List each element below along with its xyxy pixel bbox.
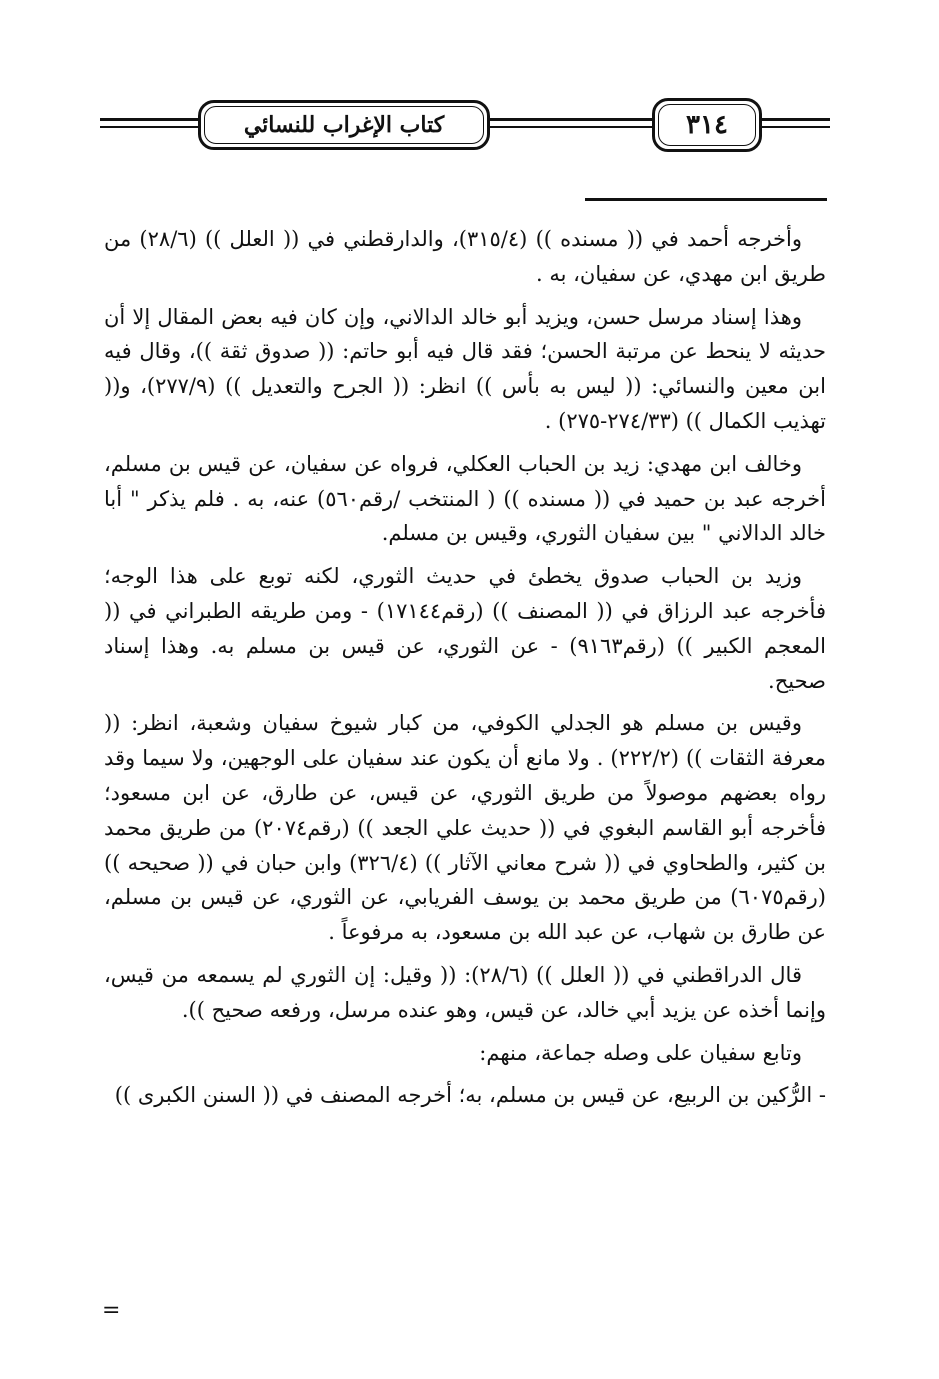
page-body (104, 222, 826, 1121)
header-rule-left-bottom (100, 126, 198, 128)
paragraph-5: وقيس بن مسلم هو الجدلي الكوفي، من كبار شيوخ سفيان وشعبة، انظر: (( معرفة الثقات )) (٢٢٢/٢) . ولا مانع أن يكون عند سفيان على الوجهين، ولا سيما وقد رواه بعضهم موصولاً من طريق الثوري، عن قيس، عن طارق، عن ابن مسعود؛ فأخرجه أبو القاسم البغوي في (( حديث علي الجعد )) (رقم٢٠٧٤) من طريق محمد بن كثير، والطحاوي في (( شرح معاني الآثار )) (٣٢٦/٤) وابن حبان في (( صحيحه )) (رقم٦٠٧٥) من طريق محمد بن يوسف الفريابي، عن الثوري، عن قيس بن مسلم، عن طارق بن شهاب، عن عبد الله بن مسعود، به مرفوعاً . (104, 711, 826, 945)
paragraph-3: وخالف ابن مهدي: زيد بن الحباب العكلي، فرواه عن سفيان، عن قيس بن مسلم، أخرجه عبد بن حميد في (( مسنده )) ( المنتخب /رقم٥٦٠) عنه، به . فلم يذكر " أبا خالد الدالاني " بين سفيان الثوري، وقيس بن مسلم. (104, 451, 827, 546)
paragraph-1: وأخرجه أحمد في (( مسنده )) (٣١٥/٤)، والدارقطني في (( العلل )) (٢٨/٦) من طريق ابن مهدي، عن سفيان، به . (104, 227, 826, 286)
header-rule-middle-top (490, 118, 652, 121)
header-rule-right-top (762, 118, 830, 121)
paragraph-6: قال الدراقطني في (( العلل )) (٢٨/٦): (( وقيل: إن الثوري لم يسمعه من قيس، وإنما أخذه عن يزيد أبي خالد، عن قيس، وهو عنده مرسل، ورفعه صحيح )). (104, 962, 826, 1022)
book-title: كتاب الإغراب للنسائي (198, 100, 490, 150)
page-header (100, 98, 830, 160)
paragraph-8: - الرُّكين بن الربيع، عن قيس بن مسلم، به؛ أخرجه المصنف في (( السنن الكبرى )) (114, 1083, 826, 1108)
paragraph-4: وزيد بن الحباب صدوق يخطئ في حديث الثوري، لكنه توبع على هذا الوجه؛ فأخرجه عبد الرزاق في (( المصنف )) (رقم١٧١٤٤) - ومن طريقه الطبراني في (( المعجم الكبير )) (رقم٩١٦٣) - عن الثوري، عن قيس بن مسلم به. وهذا إسناد صحيح. (104, 564, 827, 693)
header-rule-middle-bottom (490, 126, 652, 128)
paragraph-7: وتابع سفيان على وصله جماعة، منهم: (479, 1040, 802, 1065)
page-number: ٣١٤ (652, 98, 762, 152)
continuation-mark: = (102, 1298, 121, 1323)
header-rule-right-bottom (762, 126, 830, 128)
section-rule (585, 198, 827, 201)
paragraph-2: وهذا إسناد مرسل حسن، ويزيد أبو خالد الدالاني، وإن كان فيه بعض المقال إلا أن حديثه لا ينحط عن مرتبة الحسن؛ فقد قال فيه أبو حاتم: (( صدوق ثقة ))، وقال فيه ابن معين والنسائي: (( ليس به بأس )) انظر: (( الجرح والتعديل )) (٢٧٧/٩)، و(( تهذيب الكمال )) (٢٧٤/٣٣-٢٧٥) . (104, 304, 826, 433)
header-rule-left-top (100, 118, 198, 121)
